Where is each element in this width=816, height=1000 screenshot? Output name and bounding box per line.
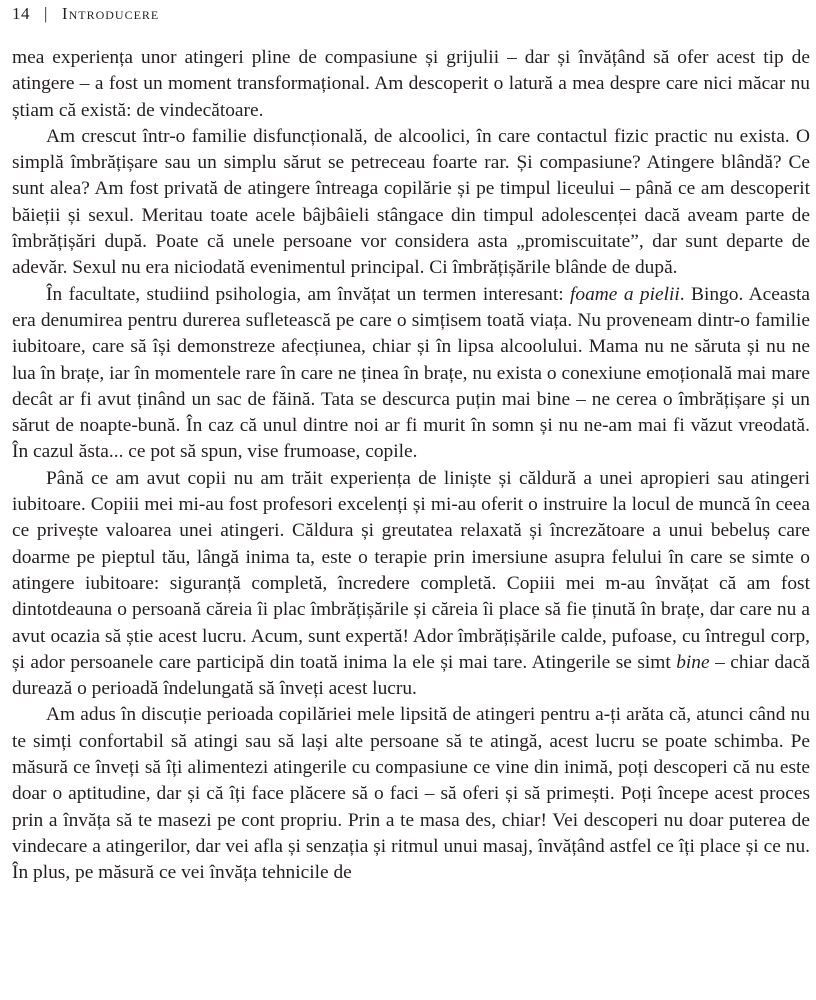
text-segment: . Bingo. Aceasta era denumirea pentru durerea sufletească pe care o simțisem toată viața. Nu proveneam dintr-o familie iubitoare, care să își demonstreze afecțiunea, chiar și în lipsa alcoolului. Mama nu ne săruta și nu ne lua în brațe, iar în momentele rare în care ne ținea în brațe, nu exista o conexiune emoțională mai mare decât ar fi avut ținând un sac de făină. Tata se descurca puțin mai bine – ne cerea o îmbrățișare și un sărut de noapte-bună. În caz că unul dintre noi ar fi murit în somn și nu ne-am mai fi văzut vreodată. În cazul ăsta... ce pot să spun, vise frumoase, copile. [12, 283, 810, 463]
italic-term: foame a pielii [570, 283, 680, 305]
paragraph-3 [12, 282, 810, 466]
chapter-title: Introducere [61, 4, 160, 23]
page-number: 14 [12, 4, 30, 23]
body-text [12, 45, 810, 887]
text-segment: Am adus în discuție perioada copilăriei mele lipsită de atingeri pentru a-ți arăta că, atunci când nu te simți confortabil să atingi sau să lași alte persoane să te atingă, acest lucru se poate schimba. Pe măsură ce înveți să îți alimentezi atingerile cu compasiune ce vine din inimă, poți descoperi că nu este doar o aptitudine, dar și că îți face plăcere să o faci – să oferi și să primești. Poți începe acest proces prin a învăța să te masezi pe cont propriu. Prin a te masa des, chiar! Vei descoperi nu doar puterea de vindecare a atingerilor, dar vei afla și senzația și ritmul unui masaj, învățând astfel ce îți place și ce nu. În plus, pe măsură ce vei învăța tehnicile de [12, 704, 810, 884]
text-segment: Până ce am avut copii nu am trăit experiența de liniște și căldură a unei apropieri sau atingeri iubitoare. Copiii mei mi-au fost profesori excelenți și mi-au oferit o instruire la locul de muncă în ceea ce privește valoarea unei atingeri. Căldura și greutatea relaxată și încrezătoare a unui bebeluș care doarme pe pieptul tău, lângă inima ta, este o terapie prin imersiune asupra felului în care se simte o atingere iubitoare: siguranță completă, încredere completă. Copiii mei m-au învățat că am fost dintotdeauna o persoană căreia îi plac îmbrățișările și căreia îi place să fie ținută în brațe, dar care nu a avut ocazia să știe acest lucru. Acum, sunt expertă! Ador îmbrățișările calde, pufoase, cu întregul corp, și ador persoanele care participă din toată inima la ele și mai tare. Atingerile se simt [12, 467, 810, 673]
paragraph-1 [12, 45, 810, 124]
running-header [12, 4, 159, 24]
paragraph-2 [12, 124, 810, 282]
text-segment: Am crescut într-o familie disfuncțională, de alcoolici, în care contactul fizic practic nu exista. O simplă îmbrățișare sau un simplu sărut se petreceau foarte rar. Și compasiune? Atingere blândă? Ce sunt alea? Am fost privată de atingere întreaga copilărie și pe timpul liceului – până ce am descoperit băieții și sexul. Meritau toate acele bâjbâieli stângace din timpul adolescenței dacă aveam parte de îmbrățișări după. Poate că unele persoane vor considera asta „promiscuitate”, dar sunt departe de adevăr. Sexul nu era niciodată evenimentul principal. Ci îmbrățișările blânde de după. [12, 125, 810, 279]
paragraph-4 [12, 466, 810, 703]
text-segment: În facultate, studiind psihologia, am învățat un termen interesant: [46, 283, 571, 305]
header-separator: | [44, 4, 48, 23]
text-segment: – chiar dacă durează o perioadă îndelungată să înveți acest lucru. [12, 651, 810, 700]
paragraph-5 [12, 702, 810, 886]
italic-emphasis: bine [676, 651, 710, 673]
text-segment: mea experiența unor atingeri pline de compasiune și grijulii – dar și învățând să ofer acest tip de atingere – a fost un moment transformațional. Am descoperit o latură a mea despre care nici măcar nu știam că există: de vindecătoare. [12, 47, 810, 121]
